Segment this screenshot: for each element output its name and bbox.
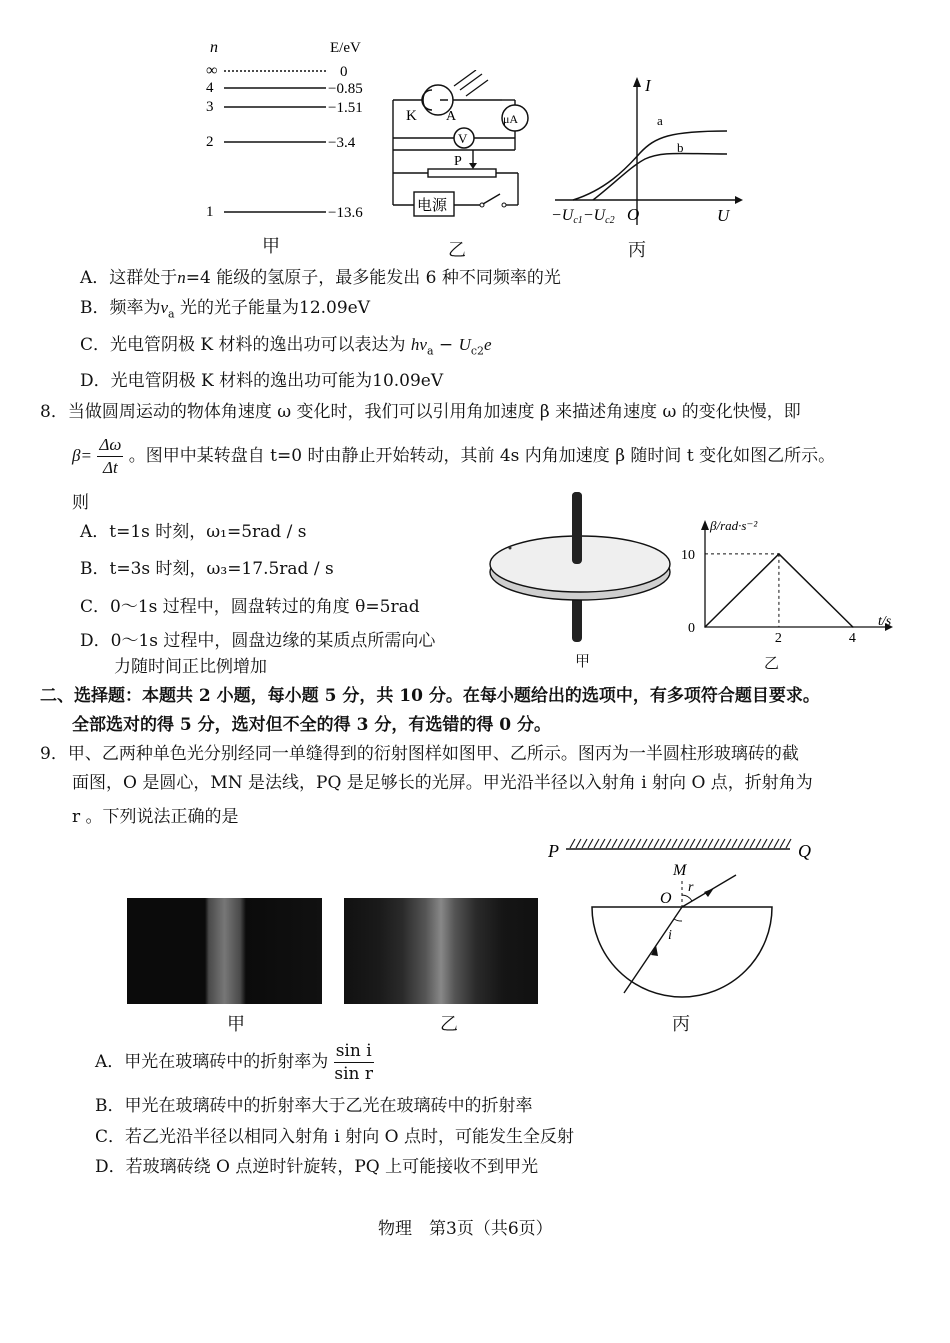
q8-option-a[interactable]: A．t=1s 时刻，ω₁=5rad / s: [80, 522, 307, 542]
level-e: −1.51: [328, 100, 363, 116]
diffraction-caption-yi: 乙: [440, 1014, 458, 1035]
screen-hatch-mark: [576, 839, 581, 848]
q9-option-a[interactable]: A．甲光在玻璃砖中的折射率为 $\frac{\text{sin i}}{\text{sin r}}$: [95, 1041, 373, 1084]
screen-hatch-mark: [582, 839, 587, 848]
chart-origin: 0: [688, 621, 695, 636]
iv-caption: 丙: [628, 240, 646, 261]
screen-hatch-mark: [708, 839, 713, 848]
diffraction-pattern-yi: [344, 898, 538, 1004]
q9-option-d[interactable]: D．若玻璃砖绕 O 点逆时针旋转，PQ 上可能接收不到甲光: [95, 1157, 539, 1177]
screen-hatch-mark: [642, 839, 647, 848]
q7-option-c[interactable]: C．光电管阴极 K 材料的逸出功可以表达为 $h\nu_a - U_{c2}e$: [80, 335, 492, 358]
level-n: 3: [206, 99, 214, 115]
circuit-uA: μA: [503, 112, 519, 126]
q9-option-c[interactable]: C．若乙光沿半径以相同入射角 i 射向 O 点时，可能发生全反射: [95, 1127, 574, 1147]
diffraction-pattern-jia: [127, 898, 322, 1004]
screen-label-P: P: [548, 841, 559, 861]
screen-hatch-mark: [750, 839, 755, 848]
screen-hatch-mark: [654, 839, 659, 848]
photoelectric-circuit: [388, 70, 538, 230]
chart-ylabel: β/rad·s⁻²: [710, 518, 758, 533]
screen-hatch-mark: [720, 839, 725, 848]
screen-hatch-mark: [636, 839, 641, 848]
q8-stem-2: β= $\frac{\Delta\omega}{\Delta t}$ 。图甲中某转盘自 t=0 时由静止开始转动，其前 4s 内角加速度 β 随时间 t 变化如图乙所示。: [72, 435, 836, 477]
q7-option-b[interactable]: B．频率为$\nu_a$ 光的光子能量为12.09eV: [80, 298, 371, 321]
center-label-O: O: [660, 890, 672, 907]
screen-hatch-mark: [660, 839, 665, 848]
q7-option-a[interactable]: A．这群处于n=4 能级的氢原子，最多能发出 6 种不同频率的光: [80, 268, 561, 288]
iv-axis-I: I: [645, 76, 651, 95]
disk-caption: 甲: [575, 652, 591, 670]
circuit-caption: 乙: [448, 240, 466, 261]
screen-hatch-mark: [738, 839, 743, 848]
q8-stem-1: 8．当做圆周运动的物体角速度 ω 变化时，我们可以引用角加速度 β 来描述角速度 ω 的变化快慢，即: [40, 402, 801, 422]
q9-stem-1: 9．甲、乙两种单色光分别经同一单缝得到的衍射图样如图甲、乙所示。图丙为一半圆柱形玻璃砖的截: [40, 744, 799, 764]
screen-hatch-mark: [756, 839, 761, 848]
q8-stem-3: 则: [72, 493, 89, 513]
level-n: 1: [206, 204, 214, 220]
iv-origin: O: [627, 205, 640, 224]
level-n: 4: [206, 80, 214, 96]
energy-e-header: E/eV: [330, 40, 361, 56]
chart-caption: 乙: [764, 654, 780, 672]
beta-time-chart: [680, 510, 905, 645]
screen-hatch-mark: [744, 839, 749, 848]
screen-hatch-mark: [714, 839, 719, 848]
screen-hatch-mark: [588, 839, 593, 848]
screen-hatch-mark: [630, 839, 635, 848]
glass-caption-bing: 丙: [672, 1014, 690, 1035]
energy-level-diagram: [200, 38, 390, 228]
q7-option-d[interactable]: D．光电管阴极 K 材料的逸出功可能为10.09eV: [80, 371, 444, 391]
section-2-rules: 全部选对的得 5 分，选对但不全的得 3 分，有选错的得 0 分。: [72, 715, 551, 735]
screen-hatch-mark: [666, 839, 671, 848]
beta-fraction: $\frac{\Delta\omega}{\Delta t}$: [99, 435, 122, 477]
screen-hatch-mark: [618, 839, 623, 848]
chart-x-tick-label: 4: [848, 631, 856, 645]
screen-hatch-mark: [684, 839, 689, 848]
screen-hatch-mark: [726, 839, 731, 848]
circuit-V: V: [458, 131, 468, 146]
level-e: −3.4: [328, 135, 356, 151]
q8-option-b[interactable]: B．t=3s 时刻，ω₃=17.5rad / s: [80, 559, 334, 579]
iv-curve-a: a: [657, 113, 663, 128]
screen-hatch-mark: [672, 839, 677, 848]
circuit-P: P: [454, 154, 462, 169]
chart-y-tick-label: 10: [681, 547, 695, 563]
screen-hatch-mark: [768, 839, 773, 848]
iv-curve: [545, 75, 745, 230]
screen-hatch-mark: [594, 839, 599, 848]
q9-option-b[interactable]: B．甲光在玻璃砖中的折射率大于乙光在玻璃砖中的折射率: [95, 1096, 533, 1116]
iv-uc1-label: −Uc1−Uc2: [551, 207, 615, 226]
normal-label-M: M: [673, 862, 687, 879]
level-n: 2: [206, 134, 214, 150]
screen-hatch-mark: [774, 839, 779, 848]
screen-hatch-mark: [600, 839, 605, 848]
screen-hatch-mark: [606, 839, 611, 848]
q8-option-d-1[interactable]: D．0～1s 过程中，圆盘边缘的某质点所需向心: [80, 631, 436, 651]
section-2-heading: 二、选择题：本题共 2 小题，每小题 5 分，共 10 分。在每小题给出的选项中，有多项符合题目要求。: [40, 686, 820, 706]
level-n: ∞: [206, 62, 218, 79]
q9-stem-3: r 。下列说法正确的是: [72, 807, 239, 827]
screen-hatch-mark: [570, 839, 575, 848]
chart-x-tick-label: 2: [774, 631, 782, 645]
screen-label-Q: Q: [798, 841, 811, 861]
rotating-disk: [488, 490, 678, 650]
energy-caption: 甲: [262, 236, 280, 257]
iv-axis-U: U: [717, 206, 730, 225]
q9-stem-2: 面图，O 是圆心，MN 是法线，PQ 是足够长的光屏。甲光沿半径以入射角 i 射向 O 点，折射角为: [72, 773, 813, 793]
page-footer: 物理 第3页（共6页）: [378, 1219, 553, 1239]
circuit-A: A: [446, 109, 457, 124]
iv-curve-b: b: [677, 140, 684, 155]
level-e: −13.6: [328, 205, 363, 221]
beta-data-point: [704, 626, 706, 628]
refractive-index-fraction: $\frac{\text{sin i}}{\text{sin r}}$: [334, 1041, 373, 1084]
screen-hatch-mark: [762, 839, 767, 848]
screen-hatch-mark: [612, 839, 617, 848]
beta-data-point: [852, 626, 854, 628]
energy-n-header: n: [210, 39, 218, 56]
q8-option-d-2[interactable]: 力随时间正比例增加: [114, 657, 267, 677]
screen-hatch-mark: [690, 839, 695, 848]
screen-hatch-mark: [648, 839, 653, 848]
screen-hatch-mark: [732, 839, 737, 848]
angle-label-r: r: [688, 880, 694, 895]
beta-data-point: [778, 553, 780, 555]
circuit-source: 电源: [417, 198, 448, 214]
screen-hatch-mark: [780, 839, 785, 848]
screen-hatch-mark: [696, 839, 701, 848]
screen-hatch-mark: [702, 839, 707, 848]
screen-hatch-mark: [678, 839, 683, 848]
glass-semicircle-diagram: [548, 835, 828, 1015]
level-e: 0: [340, 64, 348, 80]
circuit-K: K: [406, 108, 417, 124]
screen-hatch-mark: [786, 839, 791, 848]
diffraction-caption-jia: 甲: [227, 1014, 245, 1035]
screen-hatch-mark: [624, 839, 629, 848]
level-e: −0.85: [328, 81, 363, 97]
chart-xlabel: t/s: [878, 614, 892, 629]
angle-label-i: i: [668, 928, 672, 943]
q8-option-c[interactable]: C．0～1s 过程中，圆盘转过的角度 θ=5rad: [80, 597, 420, 617]
